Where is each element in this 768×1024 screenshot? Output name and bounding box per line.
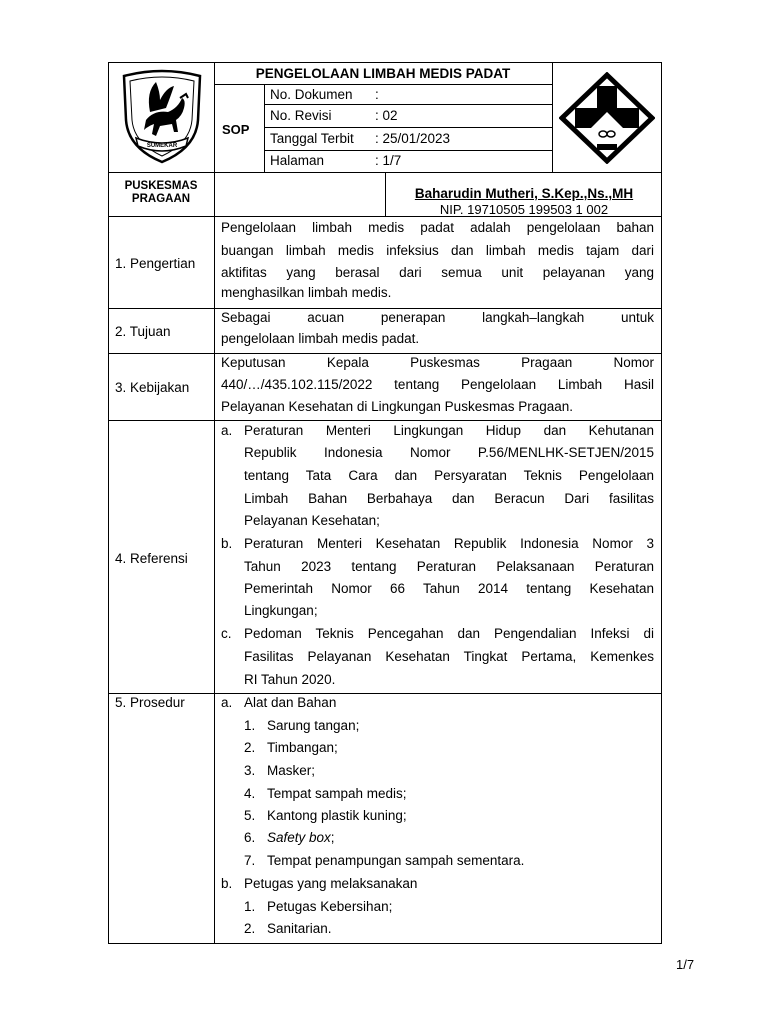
referensi-a-line: Peraturan Menteri Lingkungan Hidup dan Kehutanan xyxy=(244,423,654,438)
list-item-number: 5. xyxy=(244,808,256,823)
list-item: Sanitarian. xyxy=(267,921,332,936)
referensi-marker-a: a. xyxy=(221,423,233,438)
prosedur-a-title: Alat dan Bahan xyxy=(244,695,337,710)
referensi-b-line: Peraturan Menteri Kesehatan Republik Indonesia Nomor 3 xyxy=(244,536,654,551)
referensi-a-line: Republik Indonesia Nomor P.56/MENLHK-SETJEN/2015 xyxy=(244,445,654,460)
referensi-b-line: Tahun 2023 tentang Peraturan Pelaksanaan Peraturan xyxy=(244,559,654,574)
list-item: Kantong plastik kuning; xyxy=(267,808,407,823)
list-item: Tempat sampah medis; xyxy=(267,786,407,801)
referensi-c-line: Fasilitas Pelayanan Kesehatan Tingkat Pertama, Kemenkes xyxy=(244,649,654,664)
prosedur-marker-b: b. xyxy=(221,876,233,891)
puskesmas-logo xyxy=(559,72,655,164)
referensi-marker-b: b. xyxy=(221,536,233,551)
section-label-prosedur: 5. Prosedur xyxy=(115,695,185,710)
list-item-number: 1. xyxy=(244,718,256,733)
tujuan-line: pengelolaan limbah medis padat. xyxy=(221,331,420,346)
list-item-number: 2. xyxy=(244,921,256,936)
org-name-line1: PUSKESMAS xyxy=(124,180,198,192)
list-item: Timbangan; xyxy=(267,740,338,755)
list-item-number: 7. xyxy=(244,853,256,868)
prosedur-b-title: Petugas yang melaksanakan xyxy=(244,876,418,891)
org-name-line2: PRAGAAN xyxy=(131,193,191,205)
field-value-no-dokumen: : xyxy=(375,87,379,102)
list-item xyxy=(267,830,335,846)
pengertian-line: buangan limbah medis infeksius dan limbah medis tajam dari xyxy=(221,243,654,258)
sop-label: SOP xyxy=(222,122,250,137)
list-item: Tempat penampungan sampah sementara. xyxy=(267,853,525,868)
list-item: Masker; xyxy=(267,763,316,778)
referensi-c-line: RI Tahun 2020. xyxy=(244,672,336,687)
section-label-tujuan: 2. Tujuan xyxy=(115,324,171,339)
signer-nip: NIP. 19710505 199503 1 002 xyxy=(439,202,609,217)
list-item-number: 6. xyxy=(244,830,256,845)
pengertian-line: menghasilkan limbah medis. xyxy=(221,285,392,300)
section-label-kebijakan: 3. Kebijakan xyxy=(115,380,190,395)
pengertian-line: aktifitas yang berasal dari semua unit pelayanan yang xyxy=(221,265,654,280)
field-value-tanggal-terbit: : 25/01/2023 xyxy=(375,131,451,146)
field-label-no-revisi: No. Revisi xyxy=(270,108,332,123)
institution-logo xyxy=(116,68,208,166)
page-number: 1/7 xyxy=(676,957,695,972)
list-item-suffix: ; xyxy=(330,830,335,845)
list-item-italic-text: Safety box xyxy=(267,830,331,845)
referensi-marker-c: c. xyxy=(221,626,232,641)
list-item: Sarung tangan; xyxy=(267,718,360,733)
list-item-number: 3. xyxy=(244,763,256,778)
field-label-no-dokumen: No. Dokumen xyxy=(270,87,353,102)
referensi-a-line: Pelayanan Kesehatan; xyxy=(244,513,380,528)
pengertian-line: Pengelolaan limbah medis padat adalah pengelolaan bahan xyxy=(221,220,654,235)
section-label-referensi: 4. Referensi xyxy=(115,551,188,566)
list-item-number: 4. xyxy=(244,786,256,801)
tujuan-line: Sebagai acuan penerapan langkah–langkah untuk xyxy=(221,310,654,325)
kebijakan-line: Keputusan Kepala Puskesmas Pragaan Nomor xyxy=(221,355,654,370)
kebijakan-line: 440/…/435.102.115/2022 tentang Pengelolaan Limbah Hasil xyxy=(221,377,654,392)
document-title: PENGELOLAAN LIMBAH MEDIS PADAT xyxy=(255,66,511,81)
list-item-number: 2. xyxy=(244,740,256,755)
field-label-tanggal-terbit: Tanggal Terbit xyxy=(270,131,354,146)
section-label-pengertian: 1. Pengertian xyxy=(115,256,196,271)
field-label-halaman: Halaman xyxy=(270,153,325,168)
logo-ribbon-text: SUMEKAR xyxy=(146,143,178,149)
field-value-halaman: : 1/7 xyxy=(375,153,402,168)
referensi-a-line: Limbah Bahan Berbahaya dan Beracun Dari fasilitas xyxy=(244,491,654,506)
kebijakan-line: Pelayanan Kesehatan di Lingkungan Puskesmas Pragaan. xyxy=(221,399,573,414)
referensi-a-line: tentang Tata Cara dan Persyaratan Teknis Pengelolaan xyxy=(244,468,654,483)
list-item: Petugas Kebersihan; xyxy=(267,899,393,914)
signer-name: Baharudin Mutheri, S.Kep.,Ns.,MH xyxy=(414,186,634,201)
referensi-c-line: Pedoman Teknis Pencegahan dan Pengendalian Infeksi di xyxy=(244,626,654,641)
prosedur-marker-a: a. xyxy=(221,695,233,710)
referensi-b-line: Lingkungan; xyxy=(244,603,318,618)
list-item-number: 1. xyxy=(244,899,256,914)
referensi-b-line: Pemerintah Nomor 66 Tahun 2014 tentang Kesehatan xyxy=(244,581,654,596)
field-value-no-revisi: : 02 xyxy=(375,108,398,123)
